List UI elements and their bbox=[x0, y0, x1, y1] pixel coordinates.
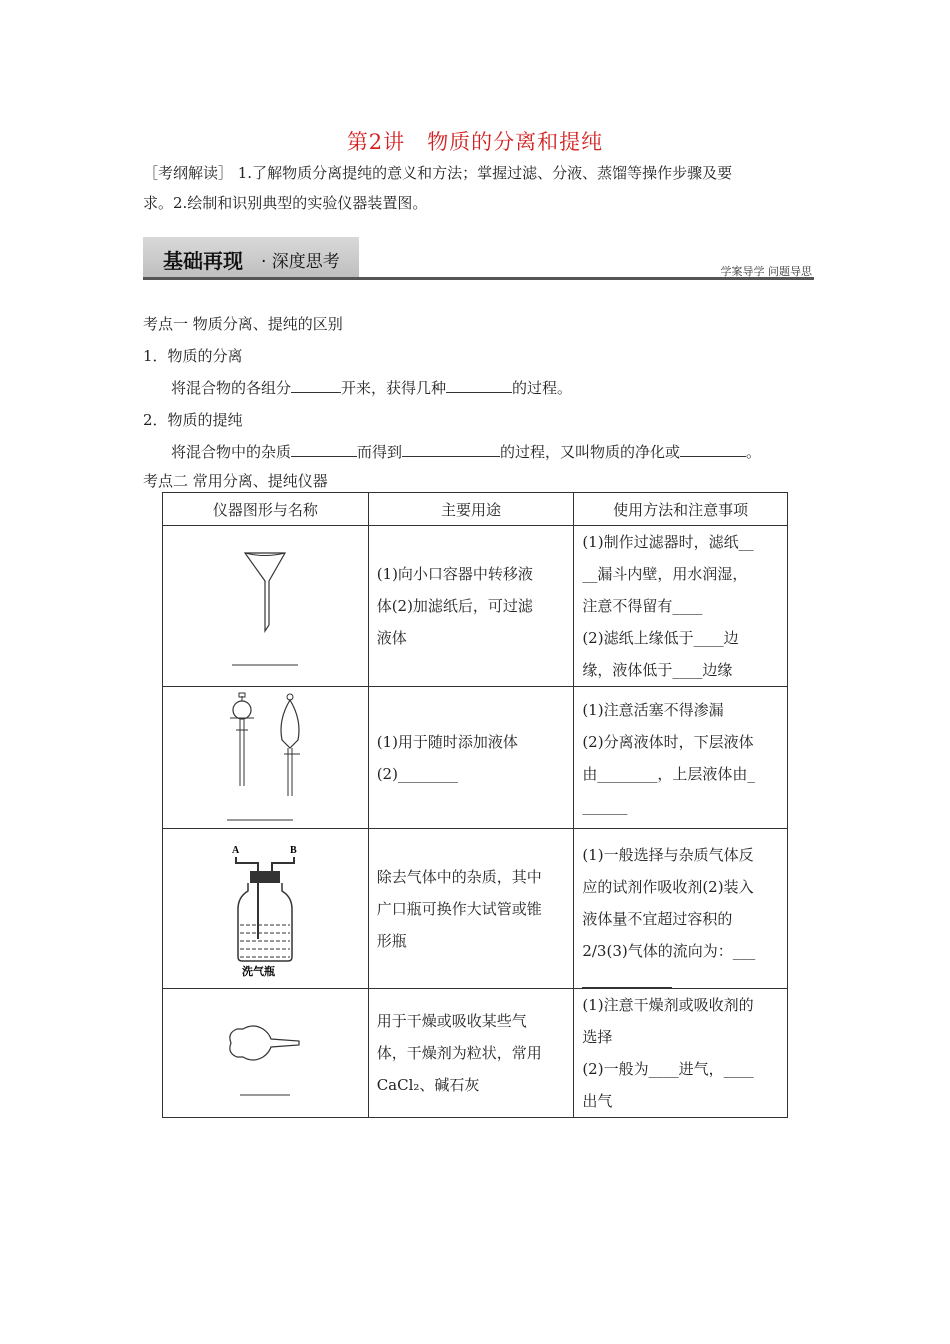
dropping-funnel-cell bbox=[163, 687, 369, 829]
col-header-use: 主要用途 bbox=[368, 493, 574, 526]
fill-blank bbox=[680, 440, 746, 457]
gas-washing-bottle-icon bbox=[210, 839, 320, 979]
section1-item2-text: 将混合物中的杂质 而得到 的过程，又叫物质的净化或 。 bbox=[143, 437, 823, 469]
banner-sub: · 深度思考 bbox=[261, 252, 340, 272]
col-header-instrument: 仪器图形与名称 bbox=[163, 493, 369, 526]
section2-heading: 考点二 常用分离、提纯仪器 bbox=[143, 472, 328, 490]
notes-cell: (1)一般选择与杂质气体反 应的试剂作吸收剂(2)装入 液体量不宜超过容积的 2/3(3)气体的流向为：___ bbox=[574, 829, 788, 989]
gas-washing-bottle-cell bbox=[163, 829, 369, 989]
table-row bbox=[163, 687, 788, 829]
section1-item1-text: 将混合物的各组分 开来，获得几种 的过程。 bbox=[143, 373, 823, 405]
separatory-funnel-icon bbox=[210, 690, 320, 826]
fill-blank bbox=[291, 440, 357, 457]
fill-blank bbox=[402, 440, 500, 457]
banner-main: 基础再现 bbox=[163, 249, 243, 273]
drying-tube-cell bbox=[163, 989, 369, 1118]
table-row bbox=[163, 526, 788, 687]
table-row bbox=[163, 989, 788, 1118]
use-cell: (1)向小口容器中转移液 体(2)加滤纸后，可过滤 液体 bbox=[368, 526, 574, 687]
section1-item1-title: 1．物质的分离 bbox=[143, 347, 243, 365]
use-cell: 除去气体中的杂质，其中 广口瓶可换作大试管或锥 形瓶 bbox=[368, 829, 574, 989]
funnel-icon bbox=[215, 541, 315, 671]
notes-cell: (1)注意活塞不得渗漏 (2)分离液体时，下层液体 由________，上层液体由_ ______ bbox=[574, 687, 788, 829]
notes-cell: (1)制作过滤器时，滤纸__ __漏斗内壁，用水润湿， 注意不得留有____ (2)滤纸上缘低于____边 缘，液体低于____边缘 bbox=[574, 526, 788, 687]
section-banner bbox=[143, 237, 814, 283]
section-1 bbox=[143, 309, 823, 493]
use-cell: 用于干燥或吸收某些气 体，干燥剂为粒状，常用 CaCl₂、碱石灰 bbox=[368, 989, 574, 1118]
label-a: A bbox=[232, 844, 240, 856]
drying-tube-icon bbox=[215, 1003, 315, 1103]
fill-blank bbox=[446, 376, 512, 393]
notes-cell: (1)注意干燥剂或吸收剂的 选择 (2)一般为____进气，____ 出气 bbox=[574, 989, 788, 1118]
table-header-row bbox=[163, 493, 788, 526]
funnel-cell bbox=[163, 526, 369, 687]
page-title bbox=[0, 126, 950, 156]
intro-line-1: ［考纲解读］ 1.了解物质分离提纯的意义和方法；掌握过滤、分液、蒸馏等操作步骤及要 bbox=[143, 164, 733, 182]
syllabus-intro bbox=[143, 158, 823, 218]
banner-right: 学案导学 问题导思 bbox=[720, 265, 812, 278]
label-b: B bbox=[290, 844, 298, 856]
col-header-notes: 使用方法和注意事项 bbox=[574, 493, 788, 526]
use-cell: (1)用于随时添加液体 (2)________ bbox=[368, 687, 574, 829]
table-row bbox=[163, 829, 788, 989]
bottle-name: 洗气瓶 bbox=[242, 964, 276, 978]
fill-blank bbox=[291, 376, 341, 393]
title-topic: 物质的分离和提纯 bbox=[427, 130, 604, 154]
section1-item2-title: 2．物质的提纯 bbox=[143, 411, 243, 429]
section1-heading: 考点一 物质分离、提纯的区别 bbox=[143, 315, 343, 333]
instrument-table bbox=[162, 492, 788, 1118]
title-lecture: 第2讲 bbox=[346, 130, 406, 154]
intro-line-2: 求。2.绘制和识别典型的实验仪器装置图。 bbox=[143, 194, 428, 212]
